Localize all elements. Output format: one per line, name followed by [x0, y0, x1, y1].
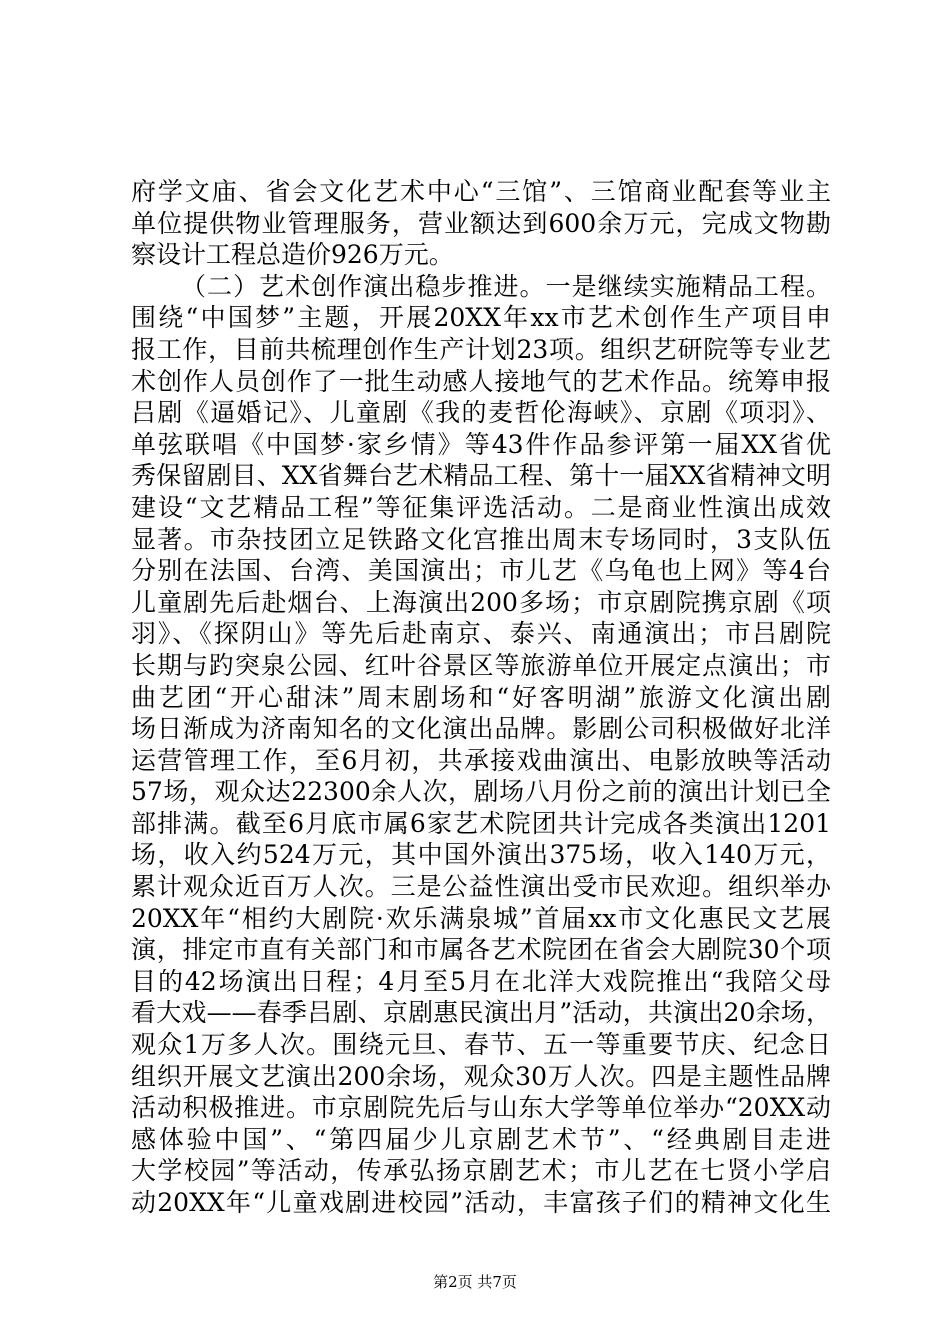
text-line: 单位提供物业管理服务，营业额达到600余万元，完成文物勘	[131, 208, 831, 238]
text-line: 显著。市杂技团立足铁路文化宫推出周末专场同时，3支队伍	[131, 524, 831, 554]
text-line: 场日渐成为济南知名的文化演出品牌。影剧公司积极做好北洋	[131, 714, 831, 744]
text-line: 目的42场演出日程；4月至5月在北洋大戏院推出“我陪父母	[131, 966, 831, 996]
text-line: 累计观众近百万人次。三是公益性演出受市民欢迎。组织举办	[131, 872, 831, 902]
text-line: 围绕“中国梦”主题，开展20XX年xx市艺术创作生产项目申	[131, 303, 831, 333]
text-line: 曲艺团“开心甜沫”周末剧场和“好客明湖”旅游文化演出剧	[131, 682, 831, 712]
text-line: 看大戏——春季吕剧、京剧惠民演出月”活动，共演出20余场，	[131, 998, 831, 1028]
text-line: 动20XX年“儿童戏剧进校园”活动，丰富孩子们的精神文化生	[131, 1188, 831, 1217]
text-line: 感体验中国”、“第四届少儿京剧艺术节”、“经典剧目走进	[131, 1124, 831, 1154]
text-line: 大学校园”等活动，传承弘扬京剧艺术；市儿艺在七贤小学启	[131, 1156, 831, 1186]
text-line: 活动积极推进。市京剧院先后与山东大学等单位举办“20XX动	[131, 1093, 831, 1123]
text-line: 57场，观众达22300余人次，剧场八月份之前的演出计划已全	[131, 777, 831, 807]
text-line: 部排满。截至6月底市属6家艺术院团共计完成各类演出1201	[131, 808, 831, 838]
text-line: 吕剧《逼婚记》、儿童剧《我的麦哲伦海峡》、京剧《项羽》、	[131, 398, 831, 428]
text-line: 分别在法国、台湾、美国演出；市儿艺《乌龟也上网》等4台	[131, 556, 831, 586]
text-line: 儿童剧先后赴烟台、上海演出200多场；市京剧院携京剧《项	[131, 587, 831, 617]
text-line: 术创作人员创作了一批生动感人接地气的艺术作品。统筹申报	[131, 366, 831, 396]
text-line: 长期与趵突泉公园、红叶谷景区等旅游单位开展定点演出；市	[131, 650, 831, 680]
text-line: 报工作，目前共梳理创作生产计划23项。组织艺研院等专业艺	[131, 334, 831, 364]
text-line: （二）艺术创作演出稳步推进。一是继续实施精品工程。	[181, 271, 831, 301]
text-line: 察设计工程总造价926万元。	[131, 240, 454, 270]
text-line: 羽》、《探阴山》等先后赴南京、泰兴、南通演出；市吕剧院	[131, 619, 831, 649]
text-line: 建设“文艺精品工程”等征集评选活动。二是商业性演出成效	[131, 492, 831, 522]
text-line: 府学文庙、省会文化艺术中心“三馆”、三馆商业配套等业主	[131, 177, 831, 206]
text-line: 演，排定市直有关部门和市属各艺术院团在省会大剧院30个项	[131, 935, 831, 965]
text-line: 观众1万多人次。围绕元旦、春节、五一等重要节庆、纪念日	[131, 1030, 831, 1060]
text-line: 组织开展文艺演出200余场，观众30万人次。四是主题性品牌	[131, 1061, 831, 1091]
text-line: 20XX年“相约大剧院·欢乐满泉城”首届xx市文化惠民文艺展	[131, 903, 831, 933]
text-line: 单弦联唱《中国梦·家乡情》等43件作品参评第一届XX省优	[131, 429, 831, 459]
page-footer: 第2页 共7页	[433, 1273, 517, 1291]
text-line: 运营管理工作，至6月初，共承接戏曲演出、电影放映等活动	[131, 745, 831, 775]
text-line: 场，收入约524万元，其中国外演出375场，收入140万元，	[131, 840, 831, 870]
document-body	[131, 176, 831, 1219]
text-line: 秀保留剧目、XX省舞台艺术精品工程、第十一届XX省精神文明	[131, 461, 831, 491]
